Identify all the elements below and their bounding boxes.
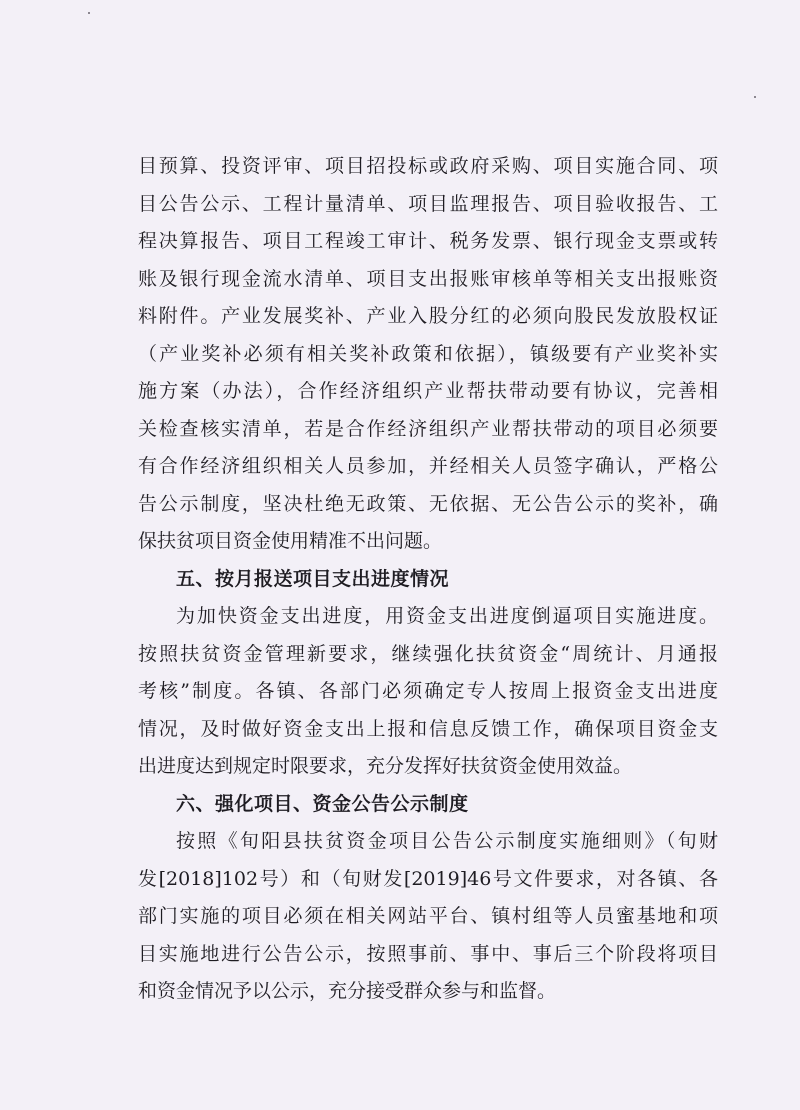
text-line: 程决算报告、项目工程竣工审计、税务发票、银行现金支票或转 xyxy=(138,230,718,252)
scan-speck xyxy=(754,96,756,98)
text-line: 出进度达到规定时限要求，充分发挥好扶贫资金使用效益。 xyxy=(138,755,633,777)
text-line: 发[2018]102号）和（旬财发[2019]46号文件要求，对各镇、各 xyxy=(138,867,718,890)
text-line: 目预算、投资评审、项目招投标或政府采购、项目实施合同、项 xyxy=(138,155,718,177)
section-5 xyxy=(138,561,718,786)
text-line: 施方案（办法），合作经济组织产业帮扶带动要有协议，完善相 xyxy=(138,380,718,402)
text-line: 有合作经济组织相关人员参加，并经相关人员签字确认，严格公 xyxy=(138,455,718,477)
section-6 xyxy=(138,786,718,1011)
paragraph-funding-attachments xyxy=(138,148,718,561)
section-heading: 六、强化项目、资金公告公示制度 xyxy=(176,792,469,815)
text-line: 情况，及时做好资金支出上报和信息反馈工作，确保项目资金支 xyxy=(138,717,718,740)
text-line: 按照扶贫资金管理新要求，继续强化扶贫资金“周统计、月通报 xyxy=(138,642,718,665)
text-line: 按照《旬阳县扶贫资金项目公告公示制度实施细则》（旬财 xyxy=(176,830,718,852)
text-line: （产业奖补必须有相关奖补政策和依据），镇级要有产业奖补实 xyxy=(138,342,718,365)
text-line: 目公告公示、工程计量清单、项目监理报告、项目验收报告、工 xyxy=(138,192,718,215)
text-line: 料附件。产业发展奖补、产业入股分红的必须向股民发放股权证 xyxy=(138,305,718,327)
text-line: 考核”制度。各镇、各部门必须确定专人按周上报资金支出进度 xyxy=(138,680,718,702)
text-line: 为加快资金支出进度，用资金支出进度倒逼项目实施进度。 xyxy=(176,605,718,627)
text-line: 告公示制度，坚决杜绝无政策、无依据、无公告公示的奖补，确 xyxy=(138,492,718,515)
text-line: 关检查核实清单，若是合作经济组织产业帮扶带动的项目必须要 xyxy=(138,417,718,440)
text-line: 账及银行现金流水清单、项目支出报账审核单等相关支出报账资 xyxy=(138,267,718,290)
document-body xyxy=(138,148,718,1011)
text-line: 目实施地进行公告公示，按照事前、事中、事后三个阶段将项目 xyxy=(138,942,718,965)
text-line: 和资金情况予以公示，充分接受群众参与和监督。 xyxy=(138,980,557,1002)
scan-speck xyxy=(88,12,90,14)
section-heading: 五、按月报送项目支出进度情况 xyxy=(176,567,450,590)
text-line: 部门实施的项目必须在相关网站平台、镇村组等人员蜜基地和项 xyxy=(138,905,718,927)
text-line: 保扶贫项目资金使用精准不出问题。 xyxy=(138,530,443,552)
